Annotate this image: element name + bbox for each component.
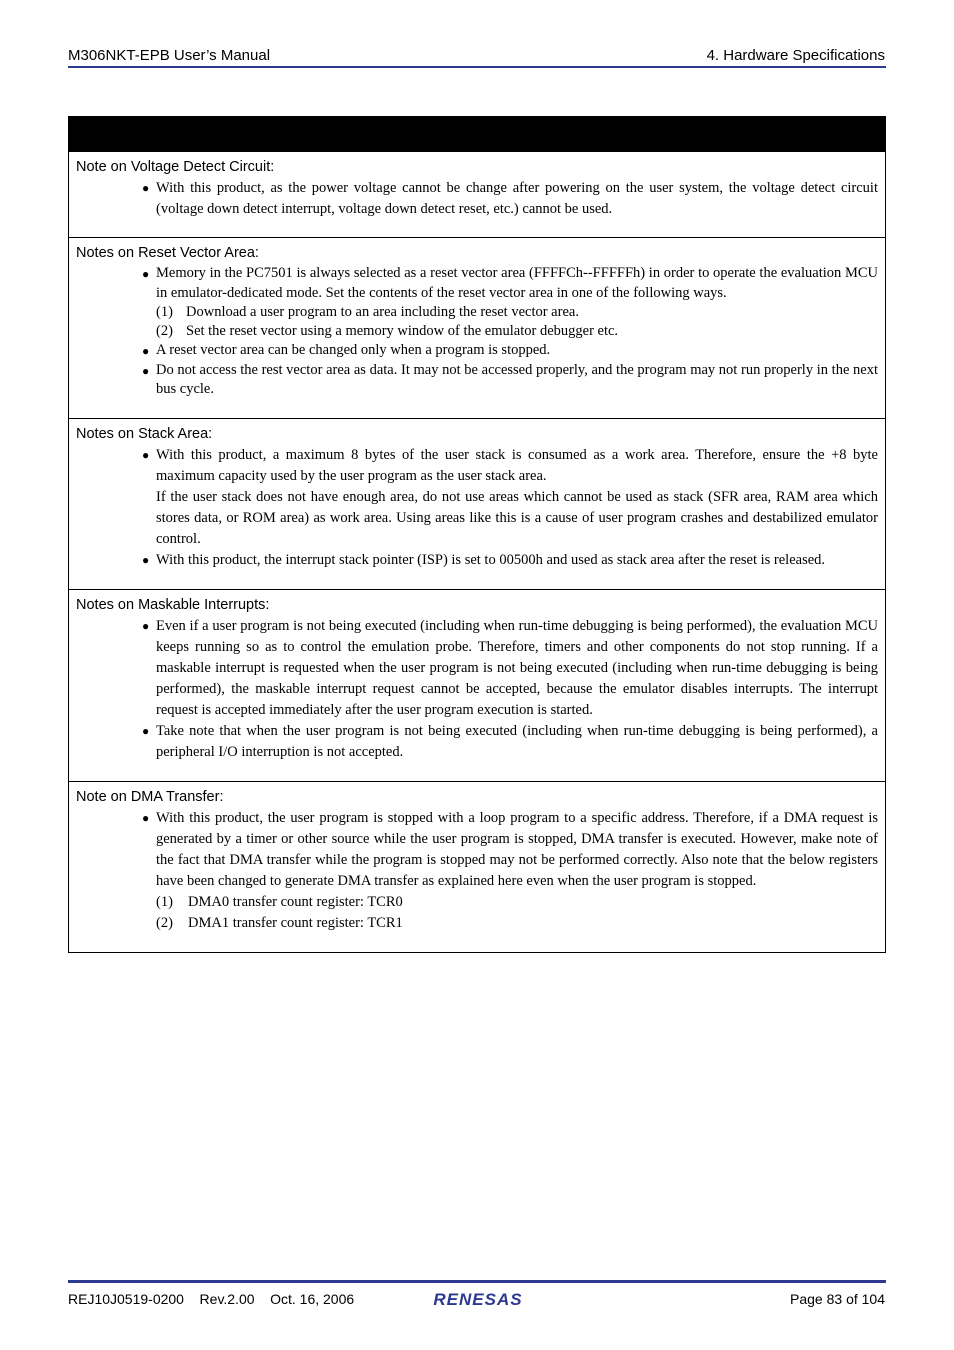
bullet-icon: ●: [142, 267, 150, 281]
list-item: [76, 616, 878, 721]
section-title: Notes on Reset Vector Area:: [76, 245, 259, 261]
footer-doc-info: [68, 1291, 354, 1307]
sub-item: [76, 892, 878, 913]
section-maskable-interrupts: [69, 589, 885, 781]
header-manual-title: M306NKT-EPB User’s Manual: [68, 47, 271, 64]
sub-item-text: Download a user program to an area including the reset vector area.: [186, 304, 579, 320]
item-text: Do not access the rest vector area as data. It may not be accessed properly, and the program may not run properly in the next bus cycle.: [156, 361, 878, 397]
sub-item: [76, 913, 878, 934]
sub-item-text: DMA0 transfer count register: TCR0: [188, 893, 403, 910]
list-item: [76, 361, 878, 400]
sub-item-number: (2): [156, 323, 173, 339]
list-item: [76, 178, 878, 219]
section-title: Notes on Stack Area:: [76, 425, 213, 442]
item-text: A reset vector area can be changed only when a program is stopped.: [156, 342, 551, 358]
item-text: Memory in the PC7501 is always selected as a reset vector area (FFFFCh--FFFFFh) in order to operate the evaluation MCU in emulator-dedicated mode. Set the contents of the reset vector area in one of the following ways.: [156, 265, 878, 301]
sub-item-number: (2): [156, 914, 173, 931]
footer-revision: Rev.2.00: [199, 1291, 255, 1307]
footer-rule: [68, 1280, 886, 1283]
list-item: [76, 721, 878, 763]
item-text: With this product, as the power voltage cannot be change after powering on the user system, the voltage detect circuit (voltage down detect interrupt, voltage down detect reset, etc.) cannot be used.: [156, 180, 878, 217]
bullet-icon: ●: [142, 552, 150, 567]
section-reset-vector: [69, 237, 885, 418]
bullet-icon: ●: [142, 363, 150, 378]
footer-date: Oct. 16, 2006: [270, 1291, 355, 1307]
bullet-icon: ●: [142, 618, 150, 633]
section-title: Note on Voltage Detect Circuit:: [76, 159, 275, 175]
list-item: [76, 550, 878, 571]
list-item: [76, 341, 878, 361]
bullet-icon: ●: [142, 447, 150, 462]
sub-item-number: (1): [156, 893, 173, 910]
list-item: [76, 264, 878, 303]
bullet-icon: ●: [142, 181, 150, 195]
item-text: Even if a user program is not being executed (including when run-time debugging is being performed), the evaluation MCU keeps running so as to control the emulation probe. Therefore, timers and other components do not stop running. If a maskable interrupt is requested when the user program is not being executed (including when run-time debugging is being performed), the maskable interrupt request cannot be accepted, because the emulator disables interrupts. The interrupt request is accepted immediately after the user program execution is started.: [156, 617, 878, 718]
header-rule: [68, 66, 886, 68]
footer-doc-id: REJ10J0519-0200: [68, 1291, 184, 1307]
footer-page-number: Page 83 of 104: [790, 1291, 885, 1307]
section-stack-area: [69, 418, 885, 589]
section-dma-transfer: [69, 781, 885, 952]
section-voltage-detect: [69, 151, 885, 237]
item-text: With this product, the interrupt stack pointer (ISP) is set to 00500h and used as stack area after the reset is released.: [156, 551, 826, 568]
bullet-icon: ●: [142, 810, 150, 825]
bullet-icon: ●: [142, 723, 150, 738]
item-text: With this product, a maximum 8 bytes of the user stack is consumed as a work area. Therefore, ensure the +8 byte maximum capacity used by the user program as the user stack area.: [156, 446, 878, 484]
notes-table: [68, 116, 886, 953]
header-section-title: 4. Hardware Specifications: [706, 47, 885, 64]
sub-item-text: DMA1 transfer count register: TCR1: [188, 914, 403, 931]
logo-text: RENESAS: [433, 1290, 523, 1309]
sub-item: [76, 322, 878, 341]
sub-item-text: Set the reset vector using a memory window of the emulator debugger etc.: [186, 323, 619, 339]
bullet-icon: ●: [142, 344, 150, 358]
section-title: Notes on Maskable Interrupts:: [76, 596, 270, 613]
item-text: With this product, the user program is stopped with a loop program to a specific address. Therefore, if a DMA request is generated by a timer or other source while the user program is stopped, DMA transfer is executed. However, make note of the fact that DMA transfer while the program is stopped may not be performed correctly. Also note that the below registers have been changed to generate DMA transfer as explained here even when the user program is stopped.: [156, 809, 878, 889]
item-continuation-text: If the user stack does not have enough area, do not use areas which cannot be used as stack (SFR area, RAM area which stores data, or ROM area) as work area. Using areas like this is a cause of user program crashes and destabilized emulator control.: [156, 488, 878, 547]
list-item: [76, 445, 878, 550]
renesas-logo: [422, 1288, 534, 1310]
section-title: Note on DMA Transfer:: [76, 788, 224, 805]
table-header-bar: [69, 117, 885, 151]
sub-item: [76, 303, 878, 322]
sub-item-number: (1): [156, 304, 173, 320]
item-text: Take note that when the user program is not being executed (including when run-time debugging is being performed), a peripheral I/O interruption is not accepted.: [156, 722, 878, 760]
list-item: [76, 808, 878, 892]
